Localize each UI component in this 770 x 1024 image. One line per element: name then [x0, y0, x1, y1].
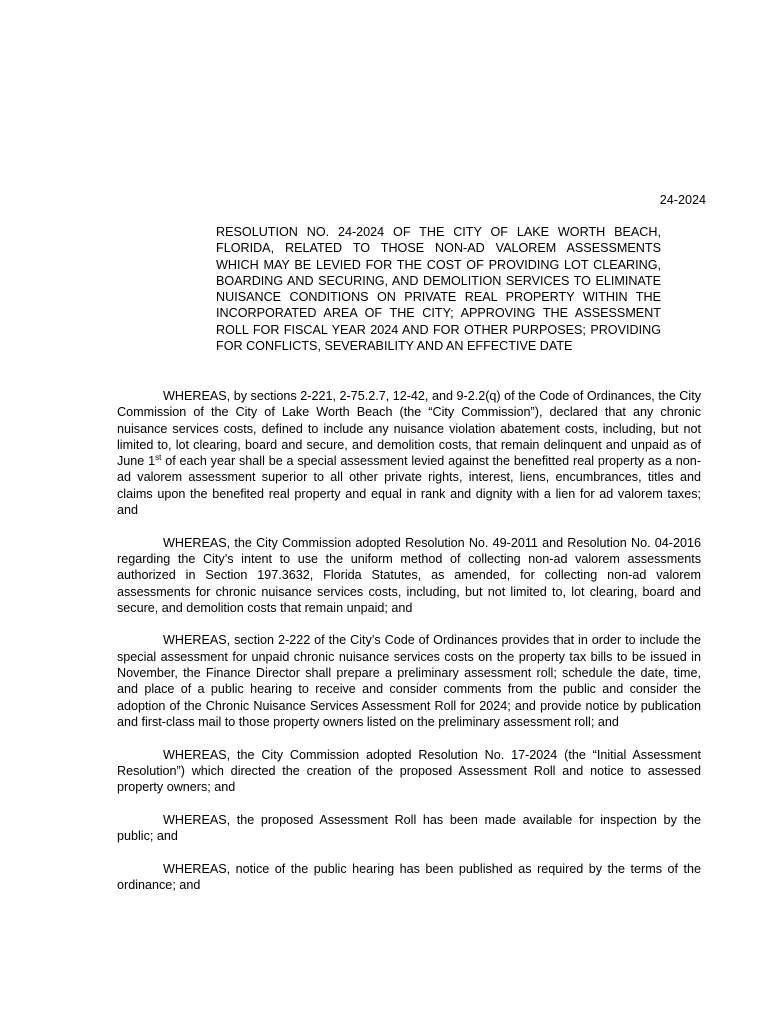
document-number: 24-2024 [659, 193, 706, 207]
whereas-paragraph-1 [117, 388, 701, 518]
resolution-body [117, 388, 701, 910]
ordinal-suffix: st [155, 453, 162, 462]
paragraph-text: of each year shall be a special assessment levied against the benefitted real property as a non-ad valorem assessment superior to all other private rights, interest, liens, encumbrances, titles and claims upon the benefited real property and equal in rank and dignity with a lien for ad valorem taxes; and [117, 454, 702, 518]
whereas-paragraph-3: WHEREAS, section 2-222 of the City’s Code of Ordinances provides that in order to include the special assessment for unpaid chronic nuisance services costs on the property tax bills to be issued in November, the Finance Director shall prepare a preliminary assessment roll; schedule the date, time, and place of a public hearing to receive and consider comments from the public and consider the adoption of the Chronic Nuisance Services Assessment Roll for 2024; and provide notice by publication and first-class mail to those property owners listed on the preliminary assessment roll; and [117, 633, 701, 729]
whereas-paragraph-4: WHEREAS, the City Commission adopted Resolution No. 17-2024 (the “Initial Assessment Resolution”) which directed the creation of the proposed Assessment Roll and notice to assessed property owners; and [117, 747, 701, 795]
whereas-paragraph-5: WHEREAS, the proposed Assessment Roll has been made available for inspection by the public; and [117, 812, 701, 844]
whereas-paragraph-6: WHEREAS, notice of the public hearing has been published as required by the terms of the ordinance; and [117, 861, 701, 892]
whereas-paragraph-2: WHEREAS, the City Commission adopted Resolution No. 49-2011 and Resolution No. 04-2016 regarding the City’s intent to use the uniform method of collecting non-ad valorem assessments authorized in Section 197.3632, Florida Statutes, as amended, for collecting non-ad valorem assessments for chronic nuisance services costs, including, but not limited to, lot clearing, board and secure, and demolition costs that remain unpaid; and [117, 535, 701, 615]
resolution-title: RESOLUTION NO. 24-2024 OF THE CITY OF LAKE WORTH BEACH, FLORIDA, RELATED TO THOSE NON-AD VALOREM ASSESSMENTS WHICH MAY BE LEVIED FOR THE COST OF PROVIDING LOT CLEARING, BOARDING AND SECURING, AND DEMOLITION SERVICES TO ELIMINATE NUISANCE CONDITIONS ON PRIVATE REAL PROPERTY WITHIN THE INCORPORATED AREA OF THE CITY; APPROVING THE ASSESSMENT ROLL FOR FISCAL YEAR 2024 AND FOR OTHER PURPOSES; PROVIDING FOR CONFLICTS, SEVERABILITY AND AN EFFECTIVE DATE [216, 225, 661, 354]
paragraph-text: WHEREAS, by sections 2-221, 2-75.2.7, 12-42, and 9-2.2(q) of the Code of Ordinances, the City Commission of the City of Lake Worth Beach (the “City Commission”), declared that any chronic nuisance services costs, defined to include any nuisance violation abatement costs, including, but not limited to, lot clearing, board and secure, and demolition costs, that remain delinquent and unpaid as of June 1 [117, 389, 701, 469]
